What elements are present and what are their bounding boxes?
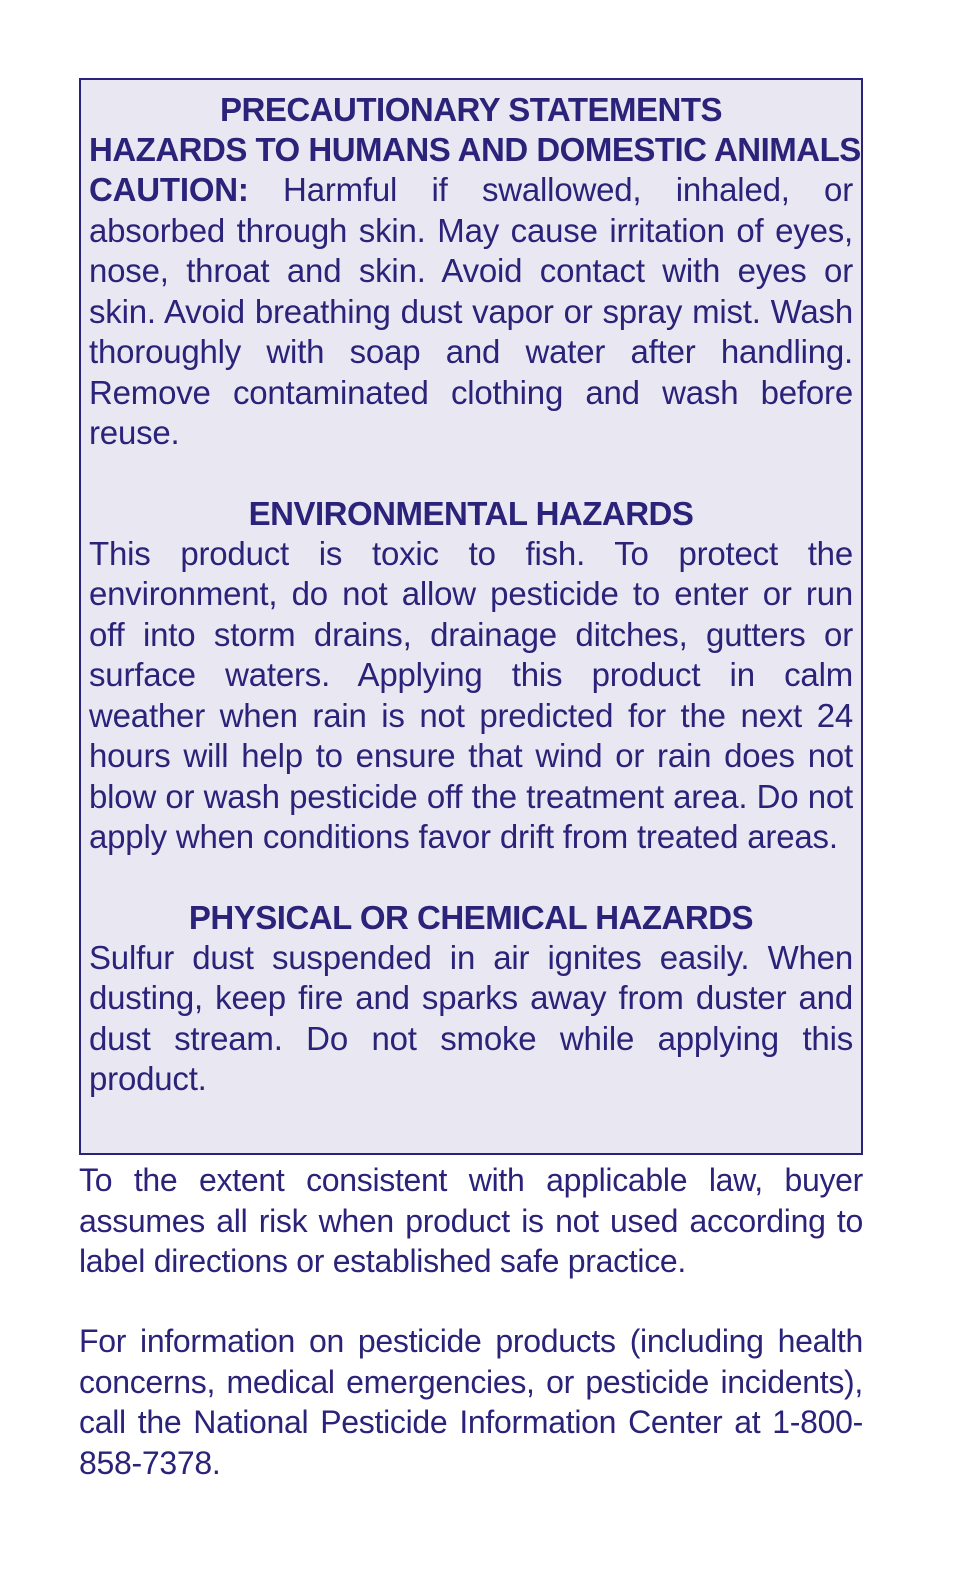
caution-text: Harmful if swallowed, inhaled, or absorbed through skin. May cause irritation of eyes, nose, throat and skin. Avoid contact with eyes or skin. Avoid breathing dust vapor or spray mist. Wash thoroughly with soap and water after handling. Remove contaminated clothing and wash before reuse. bbox=[89, 171, 853, 451]
disclaimer-text: To the extent consistent with applicable law, buyer assumes all risk when product is not used according to label directions or established safe practice. bbox=[79, 1162, 863, 1279]
caution-label: CAUTION: bbox=[89, 171, 249, 208]
section-gap bbox=[89, 454, 853, 494]
section-gap bbox=[89, 858, 853, 898]
info-text: For information on pesticide products (including health concerns, medical emergencies, or pesticide incidents), call the National Pesticide Information Center at 1-800-858-7378. bbox=[79, 1323, 863, 1481]
caution-paragraph bbox=[89, 170, 853, 454]
environmental-text: This product is toxic to fish. To protect the environment, do not allow pesticide to enter or run off into storm drains, drainage ditches, gutters or surface waters. Applying this product in calm weather when rain is not predicted for the next 24 hours will help to ensure that wind or rain does not blow or wash pesticide off the treatment area. Do not apply when conditions favor drift from treated areas. bbox=[89, 534, 853, 855]
precautionary-box bbox=[79, 78, 863, 1155]
hazards-humans-title: HAZARDS TO HUMANS AND DOMESTIC ANIMALS bbox=[89, 131, 861, 168]
environmental-title: ENVIRONMENTAL HAZARDS bbox=[248, 494, 694, 532]
physical-text: Sulfur dust suspended in air ignites easily. When dusting, keep fire and sparks away from duster and dust stream. Do not smoke while applying this product. bbox=[89, 938, 853, 1097]
physical-title: PHYSICAL OR CHEMICAL HAZARDS bbox=[188, 898, 754, 936]
precautionary-title: PRECAUTIONARY STATEMENTS bbox=[220, 91, 722, 128]
